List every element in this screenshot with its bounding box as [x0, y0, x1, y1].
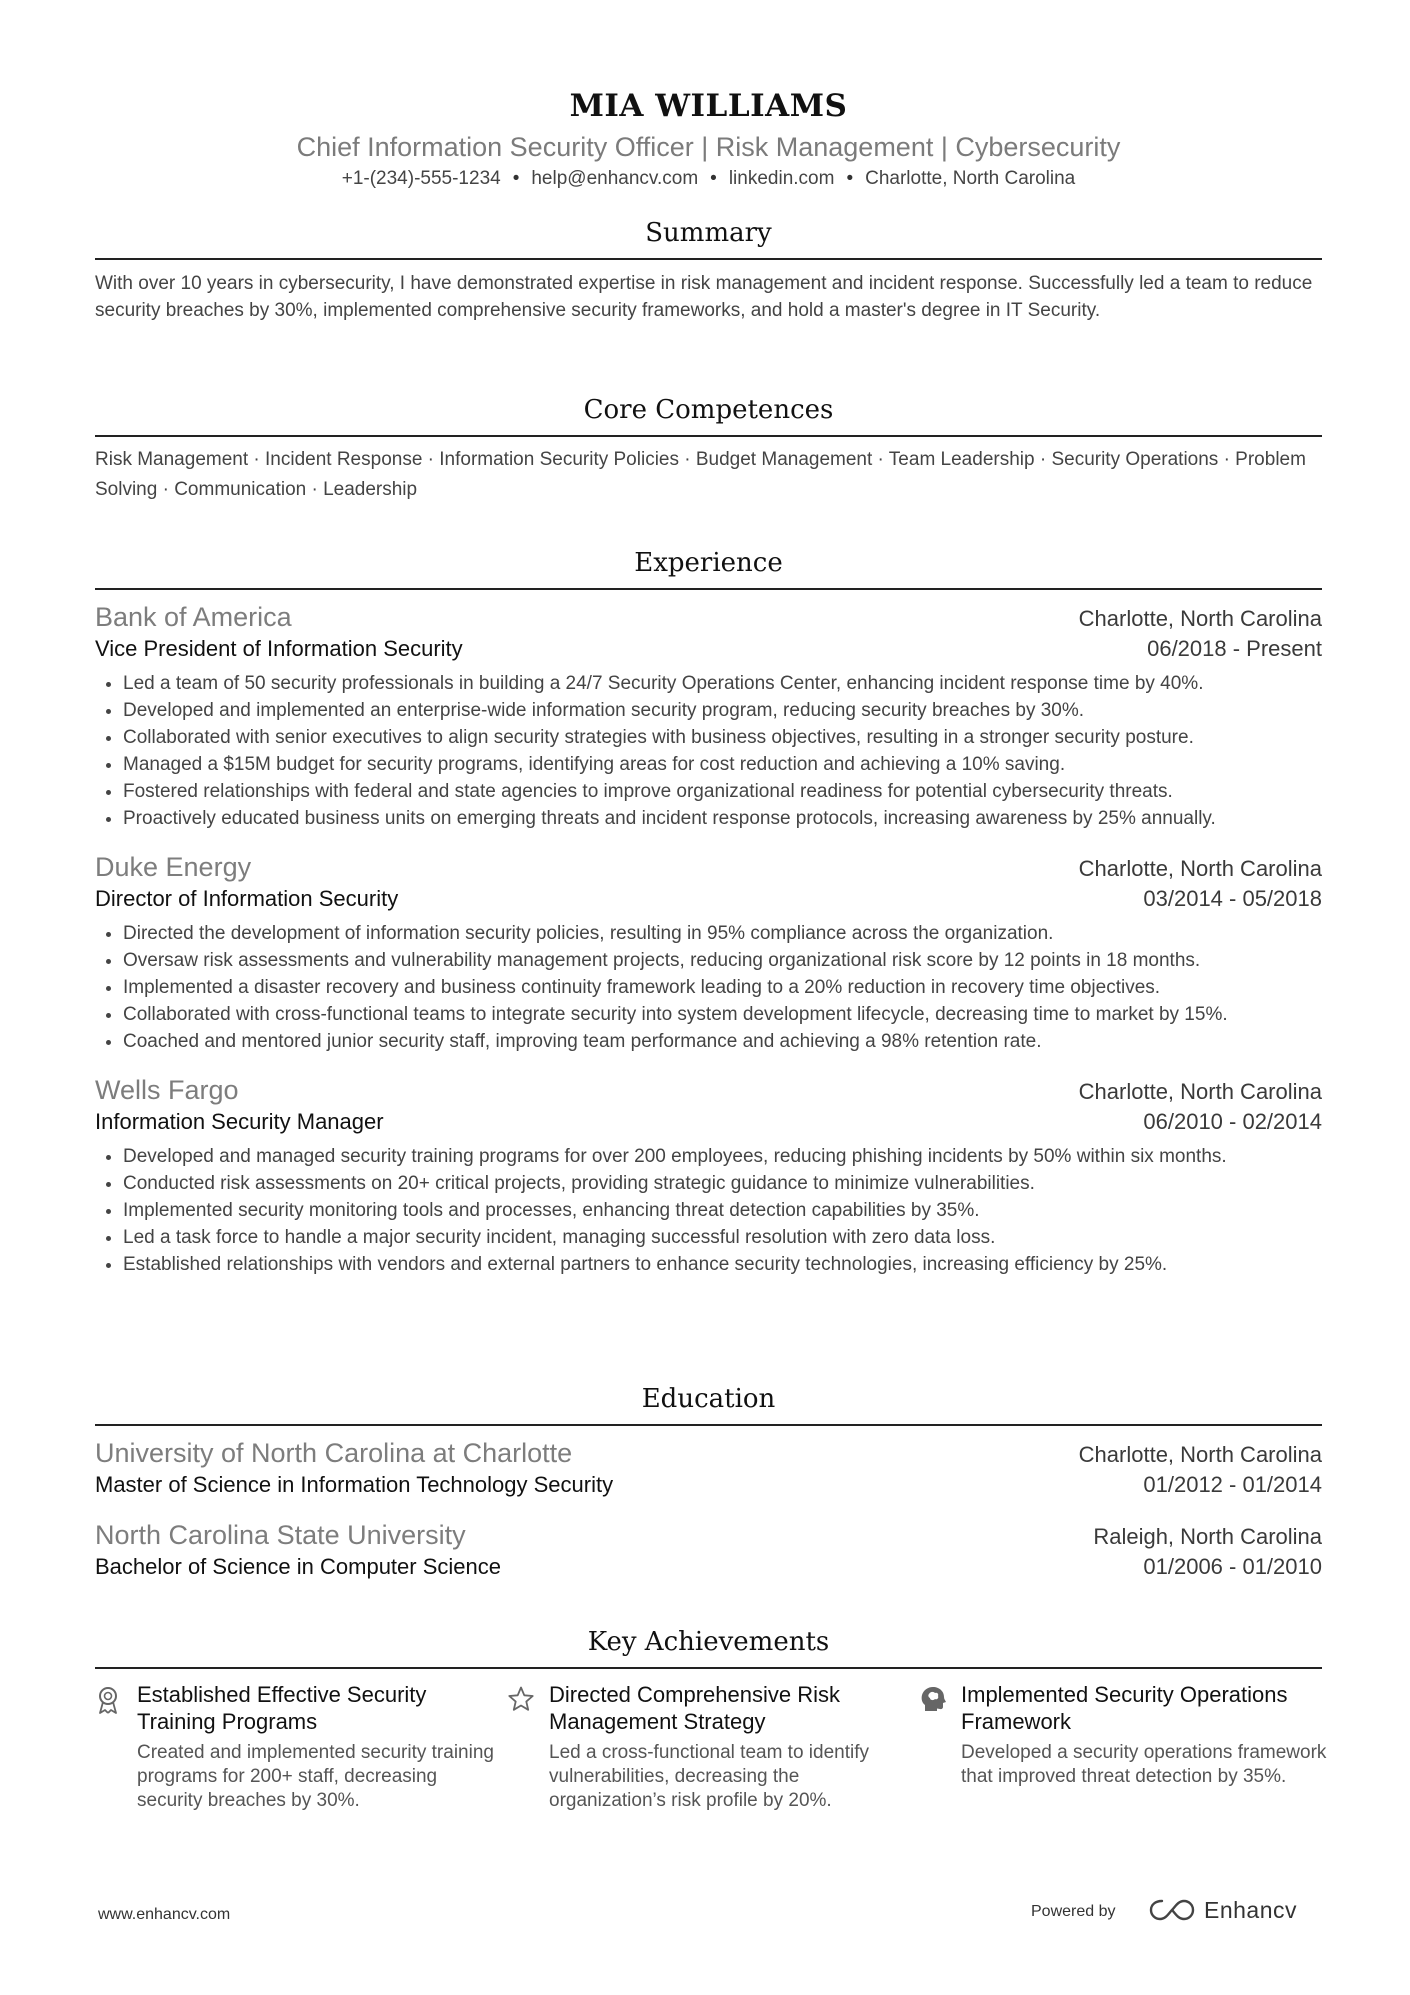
competences-section: [95, 393, 1322, 505]
bullet-item: • Coached and mentored junior security staff, improving team performance and achieving a 98% retention rate.: [123, 1028, 1322, 1055]
experience-section: [95, 546, 1322, 1278]
powered-by-text: Powered by: [1031, 1903, 1116, 1920]
award-icon: [95, 1681, 125, 1813]
education-entry: [95, 1518, 1322, 1582]
job-entry: [95, 600, 1322, 832]
bullet-item: • Proactively educated business units on emerging threats and incident response protocols, increasing awareness by 25% annually.: [123, 805, 1322, 832]
contact-line: [95, 166, 1322, 192]
bullet-item: • Developed and implemented an enterprise-wide information security program, reducing security breaches by 30%.: [123, 697, 1322, 724]
bullet-item: • Implemented security monitoring tools and processes, enhancing threat detection capabilities by 35%.: [123, 1197, 1322, 1224]
linkedin-link[interactable]: linkedin.com: [728, 168, 835, 189]
job-dates: 03/2014 - 05/2018: [1143, 886, 1322, 911]
job-bullets: [95, 670, 1322, 832]
separator: •: [710, 168, 717, 189]
section-title-achievements: Key Achievements: [95, 1625, 1322, 1669]
job-entry: [95, 850, 1322, 1055]
summary-text: With over 10 years in cybersecurity, I have demonstrated expertise in risk management and incident response. Successfully led a team to reduce security breaches by 30%, implemented comprehensive security frameworks, and hold a master's degree in IT Security.: [95, 273, 1313, 321]
separator: •: [512, 168, 520, 189]
resume-page: [95, 0, 1327, 1811]
job-bullets: [95, 920, 1322, 1055]
job-dates: 06/2018 - Present: [1147, 636, 1322, 661]
achievements-grid: [95, 1681, 1327, 1813]
page-footer: [0, 1896, 1410, 1936]
school-name: University of North Carolina at Charlotte: [95, 1438, 573, 1468]
bullet-item: • Managed a $15M budget for security programs, identifying areas for cost reduction and achieving a 10% saving.: [123, 751, 1322, 778]
brain-head-icon: [919, 1681, 949, 1813]
job-title: Director of Information Security: [95, 886, 399, 911]
degree-name: Bachelor of Science in Computer Science: [95, 1554, 501, 1579]
job-location: Charlotte, North Carolina: [1078, 1079, 1322, 1104]
star-icon: [507, 1681, 537, 1813]
education-entry: [95, 1436, 1322, 1500]
section-title-education: Education: [95, 1382, 1322, 1426]
achievement-description: Developed a security operations framework that improved threat detection by 35%.: [961, 1742, 1327, 1787]
achievement-item: [95, 1681, 507, 1813]
bullet-item: • Fostered relationships with federal and state agencies to improve organizational readiness for potential cybersecurity threats.: [123, 778, 1322, 805]
job-entry: [95, 1073, 1322, 1278]
school-name: North Carolina State University: [95, 1520, 466, 1550]
achievement-description: Led a cross-functional team to identify vulnerabilities, decreasing the organization’s risk profile by 20%.: [549, 1742, 870, 1811]
company-name: Wells Fargo: [95, 1075, 239, 1105]
bullet-item: • Developed and managed security training programs for over 200 employees, reducing phishing incidents by 50% within six months.: [123, 1143, 1322, 1170]
bullet-item: • Implemented a disaster recovery and business continuity framework leading to a 20% reduction in recovery time objectives.: [123, 974, 1322, 1001]
bullet-item: • Led a team of 50 security professionals in building a 24/7 Security Operations Center, enhancing incident response time by 40%.: [123, 670, 1322, 697]
candidate-headline: Chief Information Security Officer | Risk Management | Cybersecurity: [296, 132, 1121, 162]
achievement-title: Directed Comprehensive Risk Management Strategy: [549, 1682, 840, 1734]
education-dates: 01/2012 - 01/2014: [1143, 1472, 1322, 1497]
bullet-item: • Collaborated with cross-functional teams to integrate security into system development lifecycle, decreasing time to market by 15%.: [123, 1001, 1322, 1028]
footer-website-link[interactable]: www.enhancv.com: [98, 1906, 231, 1923]
achievement-title: Implemented Security Operations Framework: [961, 1682, 1288, 1734]
section-title-experience: Experience: [95, 546, 1322, 590]
location-text: Charlotte, North Carolina: [865, 168, 1076, 189]
job-title: Information Security Manager: [95, 1109, 384, 1134]
education-section: [95, 1382, 1322, 1582]
job-location: Charlotte, North Carolina: [1078, 856, 1322, 881]
bullet-item: • Oversaw risk assessments and vulnerability management projects, reducing organizational risk score by 12 points in 18 months.: [123, 947, 1322, 974]
job-bullets: [95, 1143, 1322, 1278]
section-title-summary: Summary: [95, 216, 1322, 260]
bullet-item: • Directed the development of information security policies, resulting in 95% compliance across the organization.: [123, 920, 1322, 947]
enhancv-logo-icon: [1148, 1896, 1196, 1924]
phone-text: +1-(234)-555-1234: [341, 168, 501, 189]
bullet-item: • Collaborated with senior executives to align security strategies with business objectives, resulting in a stronger security posture.: [123, 724, 1322, 751]
degree-name: Master of Science in Information Technology Security: [95, 1472, 614, 1497]
job-title: Vice President of Information Security: [95, 636, 463, 661]
resume-header: [95, 0, 1322, 192]
achievement-item: [919, 1681, 1331, 1813]
competences-list: Risk Management · Incident Response · Information Security Policies · Budget Management · Team Leadership · Security Operations · Problem Solving · Communication · Leadership: [95, 449, 1306, 500]
school-location: Raleigh, North Carolina: [1093, 1524, 1322, 1549]
company-name: Bank of America: [95, 602, 292, 632]
bullet-item: • Led a task force to handle a major security incident, managing successful resolution with zero data loss.: [123, 1224, 1322, 1251]
company-name: Duke Energy: [95, 852, 252, 882]
achievement-title: Established Effective Security Training Programs: [137, 1682, 427, 1734]
enhancv-brand-text: Enhancv: [1204, 1896, 1298, 1923]
job-dates: 06/2010 - 02/2014: [1143, 1109, 1322, 1134]
bullet-item: • Established relationships with vendors and external partners to enhance security technologies, increasing efficiency by 25%.: [123, 1251, 1322, 1278]
achievement-description: Created and implemented security training programs for 200+ staff, decreasing security breaches by 30%.: [137, 1742, 494, 1811]
achievement-item: [507, 1681, 919, 1813]
separator: •: [846, 168, 854, 189]
enhancv-logo[interactable]: [1148, 1896, 1297, 1924]
school-location: Charlotte, North Carolina: [1078, 1442, 1322, 1467]
section-title-competences: Core Competences: [95, 393, 1322, 437]
email-link[interactable]: help@enhancv.com: [531, 168, 699, 189]
job-location: Charlotte, North Carolina: [1078, 606, 1322, 631]
achievements-section: [95, 1625, 1327, 1813]
education-dates: 01/2006 - 01/2010: [1143, 1554, 1322, 1579]
bullet-item: • Conducted risk assessments on 20+ critical projects, providing strategic guidance to minimize vulnerabilities.: [123, 1170, 1322, 1197]
summary-section: [95, 216, 1322, 324]
candidate-name: MIA WILLIAMS: [569, 88, 848, 124]
